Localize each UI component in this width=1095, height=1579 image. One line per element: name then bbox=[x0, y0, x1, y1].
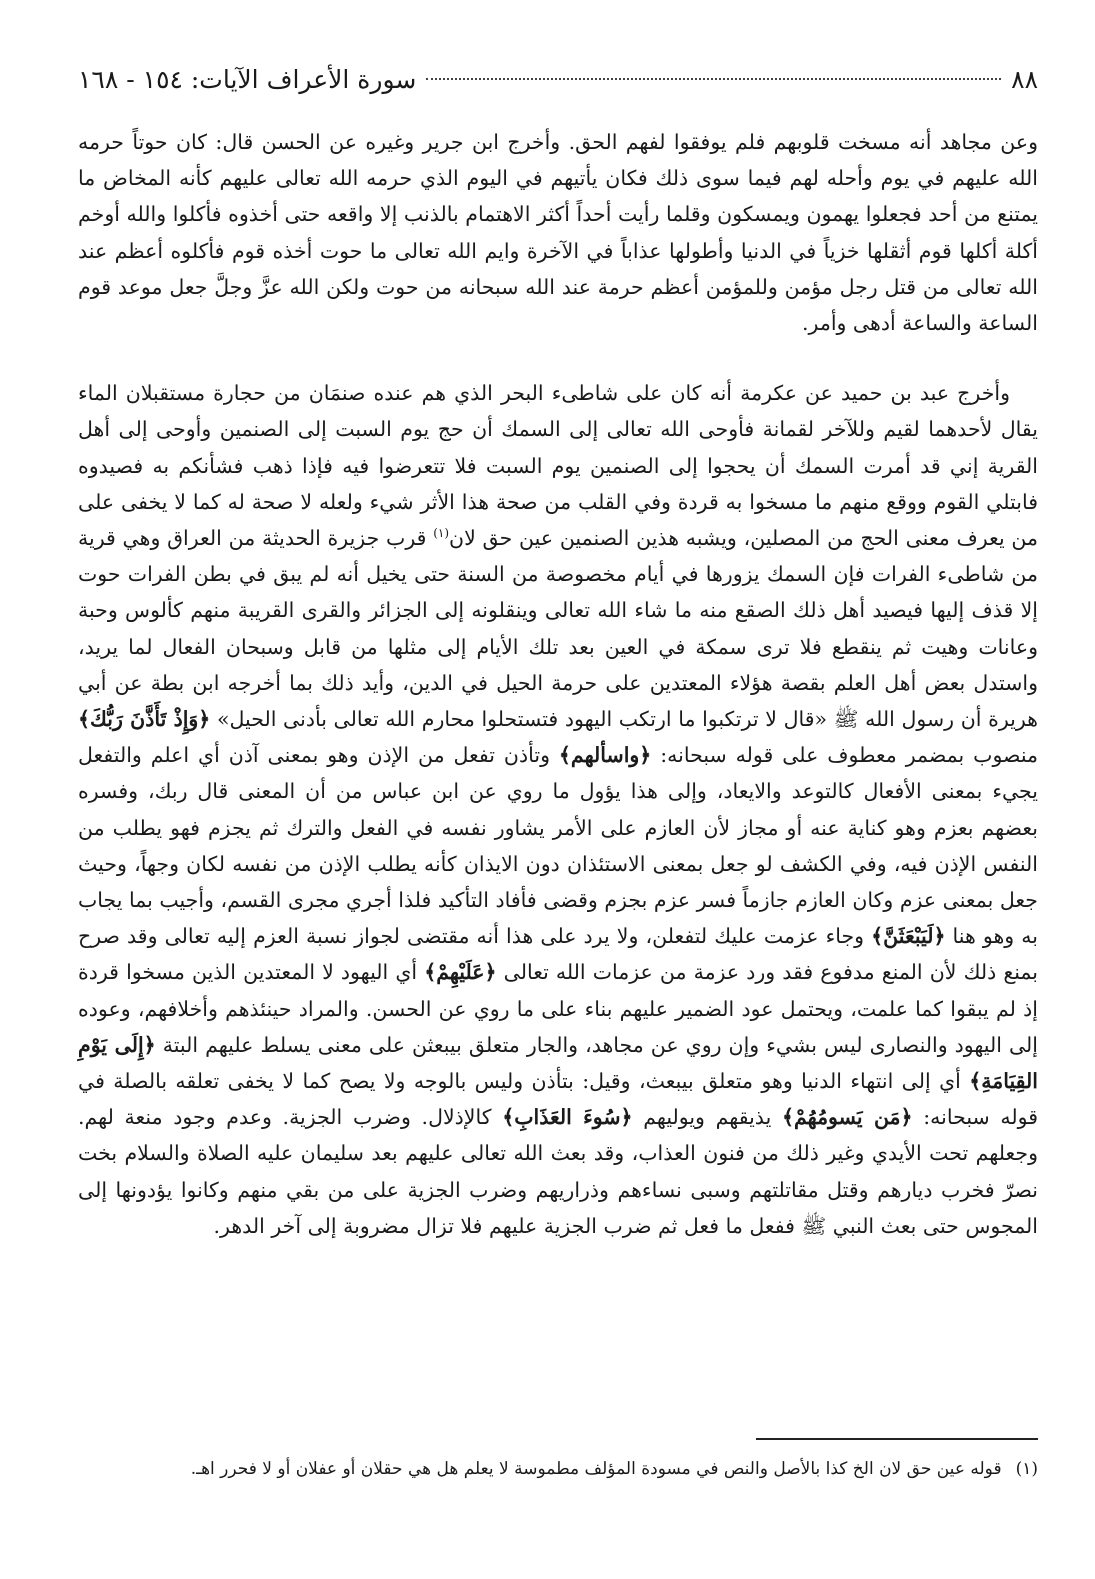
paragraph-text: كالإذلال. وضرب الجزية. وعدم وجود منعة لهم. وجعلهم تحت الأيدي وغير ذلك من فنون العذاب، وقد بعث الله تعالى عليهم بعد سليمان عليه الصلاة والسلام بخت نصرّ فخرب ديارهم وقتل مقاتلتهم وسبى نساءهم وذراريهم وضرب الجزية على من بقي منهم وكانوا يؤدونها إلى المجوس حتى بعث النبي ﷺ ففعل ما فعل ثم ضرب الجزية عليهم فلا تزال مضروبة إلى آخر الدهر. bbox=[78, 1105, 1038, 1238]
quran-quote: ﴿لَيَبْعَثَنَّ﴾ bbox=[871, 924, 946, 949]
running-header bbox=[78, 60, 1038, 100]
paragraph-text: وأخرج عبد بن حميد عن عكرمة أنه كان على شاطىء البحر الذي هم عنده صنمَان من حجارة مستقبلان الماء يقال لأحدهما لقيم وللآخر لقمانة فأوحى الله تعالى إلى السمك أن حج يوم السبت إلى الصنمين وأوحى إلى أهل القرية إني قد أمرت السمك أن يحجوا إلى الصنمين يوم السبت فلا تتعرضوا فيه فإذا ذهب فشأنكم به فصيدوه فابتلي القوم ووقع منهم ما مسخوا به قردة وفي القلب من صحة هذا الأثر شيء ولعله لا صحة له كما لا يخفى على من يعرف معنى الحج من المصلين، ويشبه هذين الصنمين عين حق لان bbox=[78, 381, 1038, 551]
quran-quote: ﴿عَلَيْهِمْ﴾ bbox=[424, 960, 497, 985]
paragraph-text: قرب جزيرة الحديثة من العراق وهي قرية من شاطىء الفرات فإن السمك يزورها في أيام مخصوصة من السنة حتى يخيل أنه لم يبق في بطن الفرات حوت إلا قذف إليها فيصيد أهل ذلك الصقع منه ما شاء الله تعالى وينقلونه إلى الجزائر والقرى القريبة منهم كألوس وحبة وعانات وهيت ثم ينقطع فلا ترى سمكة في العين بعد تلك الأيام إلى مثلها من قابل وسبحان الفعال لما يريد، واستدل بعض أهل العلم بقصة هؤلاء المعتدين على حرمة الحيل في الدين، وأيد ذلك بما أخرجه ابن بطة عن أبي هريرة أن رسول الله ﷺ «قال لا ترتكبوا ما ارتكب اليهود فتستحلوا محارم الله تعالى بأدنى الحيل» bbox=[78, 526, 1038, 732]
paragraph-text: منصوب بمضمر معطوف على قوله سبحانه: bbox=[651, 743, 1039, 768]
paragraph-text: وجاء عزمت عليك لتفعلن، ولا يرد على هذا أنه مقتضى لجواز نسبة العزم إليه تعالى وقد صرح بمنع ذلك لأن المنع مدفوع فقد ورد عزمة من عزمات الله تعالى bbox=[78, 924, 1038, 985]
quran-quote: ﴿وَإِذْ تَأَذَّنَ رَبُّكَ﴾ bbox=[78, 707, 211, 732]
paragraph-text: وتأذن تفعل من الإذن وهو بمعنى آذن أي اعلم والتفعل يجيء بمعنى الأفعال كالتوعد والايعاد، وإلى هذا يؤول ما روي عن ابن عباس من أن المعنى قال ربك، وفسره بعضهم بعزم وهو كناية عنه أو مجاز لأن العازم على الأمر يشاور نفسه في الفعل والترك ثم يجزم فهو يطلب من النفس الإذن فيه، وفي الكشف لو جعل بمعنى الاستئذان دون الايذان كأنه يطلب الإذن من نفسه لكان وجهاً، وحيث جعل بمعنى عزم وكان العازم جازماً فسر عزم بجزم وقضى فأفاد التأكيد فلذا أجري مجرى القسم، وأجيب بما يجاب به وهو هنا bbox=[78, 743, 1038, 949]
dotted-leader bbox=[426, 78, 1001, 80]
paragraph-2 bbox=[78, 375, 1038, 1244]
page-number: ٨٨ bbox=[1011, 65, 1038, 94]
surah-title: سورة الأعراف الآيات: ١٥٤ - ١٦٨ bbox=[78, 65, 417, 94]
footnote-reference[interactable]: (١) bbox=[433, 526, 450, 541]
body-text bbox=[78, 124, 1038, 1244]
paragraph-text: أي اليهود لا المعتدين الذين مسخوا قردة إذ لم يبقوا كما علمت، ويحتمل عود الضمير عليهم بناء على ما روي عن الحسن. والمراد حينئذهم وأخلافهم، وعوده إلى اليهود والنصارى ليس بشيء وإن روي عن مجاهد، والجار متعلق بيبعثن على معنى يسلط عليهم البتة bbox=[78, 960, 1039, 1057]
quran-quote: ﴿مَن يَسومُهُمْ﴾ bbox=[781, 1105, 913, 1130]
document-page bbox=[78, 60, 1038, 1530]
footnote bbox=[78, 1454, 1038, 1484]
quran-quote: ﴿إِلَى يَوْمِ القِيَامَةِ﴾ bbox=[78, 1032, 1038, 1094]
footnote-text: قوله عين حق لان الخ كذا بالأصل والنص في مسودة المؤلف مطموسة لا يعلم هل هي حقلان أو عفلان أو لا فحرر اهـ. bbox=[190, 1459, 1002, 1479]
paragraph-1 bbox=[78, 124, 1038, 341]
quran-quote: ﴿سُوءَ العَذَابِ﴾ bbox=[502, 1105, 633, 1130]
footnote-number: (١) bbox=[1015, 1459, 1038, 1479]
paragraph-text: أي إلى انتهاء الدنيا وهو متعلق بيبعث، وقيل: بتأذن وليس بالوجه ولا يصح كما لا يخفى تعلقه بالصلة في قوله سبحانه: bbox=[78, 1069, 1039, 1130]
paragraph-text: وعن مجاهد أنه مسخت قلوبهم فلم يوفقوا لفهم الحق. وأخرج ابن جرير وغيره عن الحسن قال: كان حوتاً حرمه الله عليهم في يوم وأحله لهم فيما سوى ذلك فكان يأتيهم في اليوم الذي حرمه الله تعالى عليهم كأنه المخاض ما يمتنع من أحد فجعلوا يهمون ويمسكون وقلما رأيت أحداً أكثر الاهتمام بالذنب إلا واقعه حتى أخذوه فأكلوا والله أوخم أكلة أكلها قوم أثقلها خزياً في الدنيا وأطولها عذاباً في الآخرة وايم الله تعالى ما حوت أخذه قوم فأكلوه أعظم عند الله تعالى من قتل رجل مؤمن وللمؤمن أعظم حرمة عند الله سبحانه من حوت ولكن الله عزَّ وجلَّ جعل موعد قوم الساعة والساعة أدهى وأمر. bbox=[78, 130, 1038, 336]
quran-quote: ﴿واسألهم﴾ bbox=[558, 743, 652, 768]
footnote-divider bbox=[756, 1438, 1038, 1440]
paragraph-text: يذيقهم ويوليهم bbox=[632, 1105, 782, 1130]
